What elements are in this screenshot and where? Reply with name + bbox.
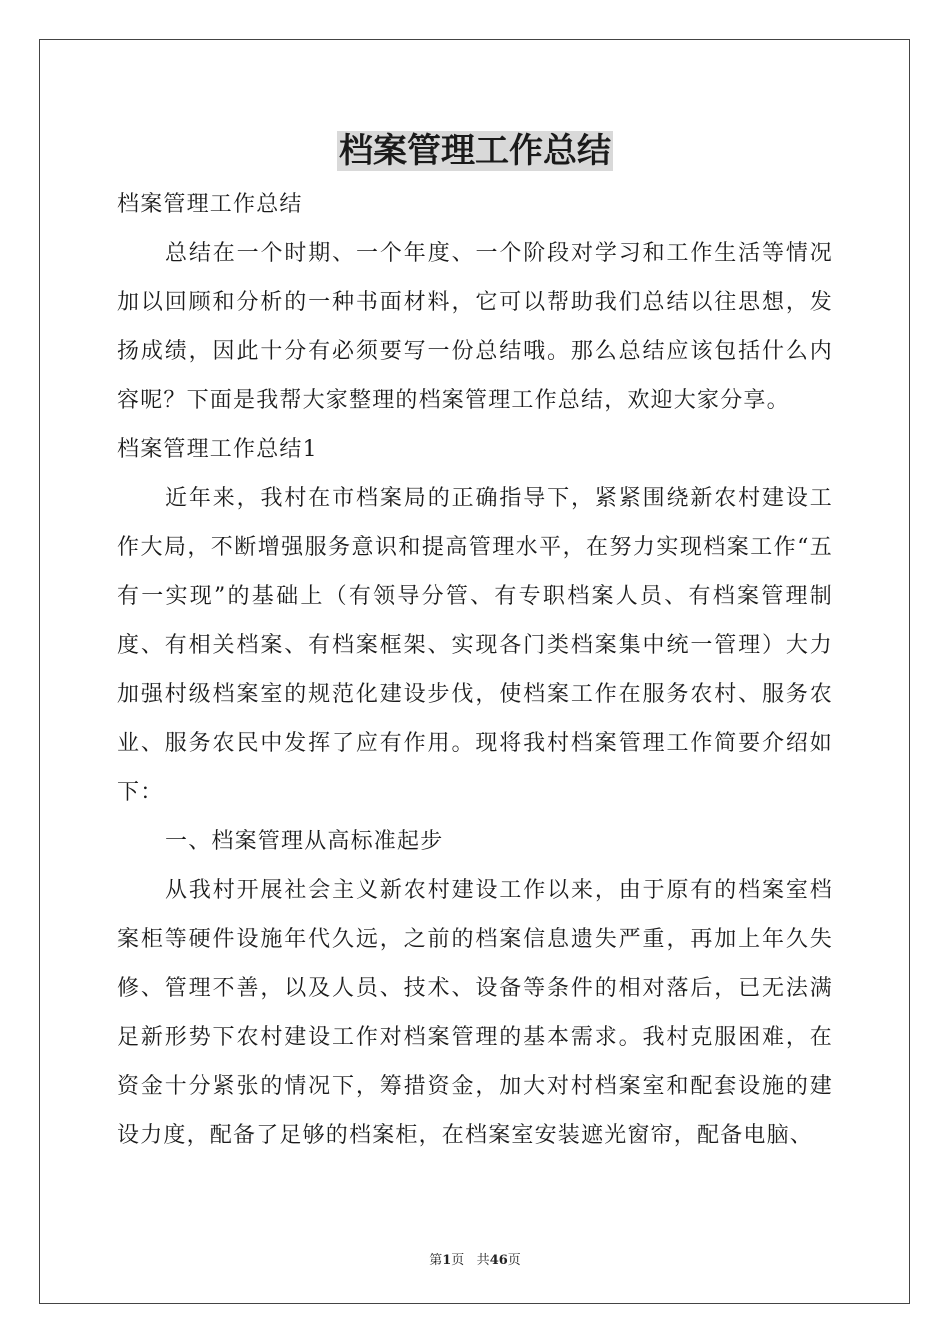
document-title-text: 档案管理工作总结 [339,131,611,171]
page-footer [0,1249,950,1268]
document-body [117,180,833,1160]
page-number: 1 [442,1253,452,1268]
body-paragraph: 从我村开展社会主义新农村建设工作以来，由于原有的档案室档案柜等硬件设施年代久远，之前的档案信息遗失严重，再加上年久失修、管理不善，以及人员、技术、设备等条件的相对落后，已无法满足新形势下农村建设工作对档案管理的基本需求。我村克服困难，在资金十分紧张的情况下，筹措资金，加大对村档案室和配套设施的建设力度，配备了足够的档案柜，在档案室安装遮光窗帘，配备电脑、 [117,878,833,1148]
page-suffix: 页 [451,1253,465,1268]
subsection-heading: 一、档案管理从高标准起步 [165,829,444,854]
total-suffix: 页 [507,1253,521,1268]
page-prefix: 第 [429,1253,443,1268]
body-paragraph: 近年来，我村在市档案局的正确指导下，紧紧围绕新农村建设工作大局，不断增强服务意识和提高管理水平，在努力实现档案工作“五有一实现”的基础上（有领导分管、有专职档案人员、有档案管理制度、有相关档案、有档案框架、实现各门类档案集中统一管理）大力加强村级档案室的规范化建设步伐，使档案工作在服务农村、服务农业、服务农民中发挥了应有作用。现将我村档案管理工作简要介绍如下： [117,486,833,805]
section-heading: 档案管理工作总结1 [117,437,318,462]
total-prefix: 共 [476,1253,490,1268]
total-pages: 46 [489,1253,508,1268]
document-title [0,128,950,174]
intro-paragraph: 总结在一个时期、一个年度、一个阶段对学习和工作生活等情况加以回顾和分析的一种书面材料，它可以帮助我们总结以往思想，发扬成绩，因此十分有必须要写一份总结哦。那么总结应该包括什么内容呢？下面是我帮大家整理的档案管理工作总结，欢迎大家分享。 [117,241,833,413]
subtitle-heading: 档案管理工作总结 [117,192,303,217]
